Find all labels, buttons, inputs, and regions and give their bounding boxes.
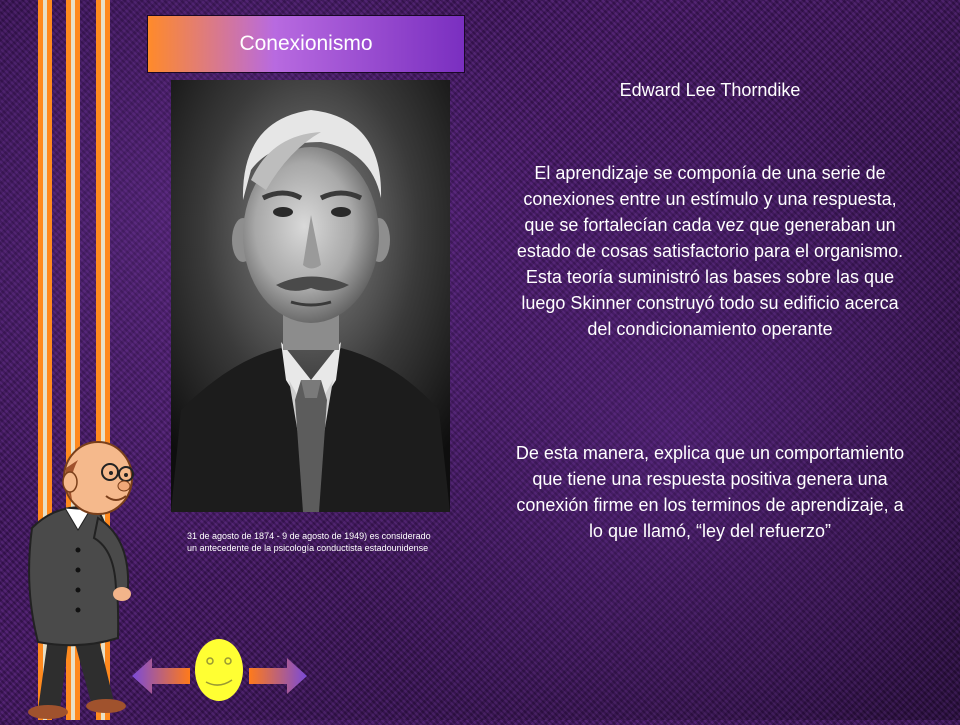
body-paragraph: El aprendizaje se componía de una serie de conexiones entre un estímulo y una respuesta, que se fortalecían cada vez que generaban un estado de cosas satisfactorio para el organismo. Esta teoría suministró las bases sobre las que luego Skinner construyó todo su edificio acerca del condicionamiento operante bbox=[516, 163, 904, 339]
body-paragraph: De esta manera, explica que un comportamiento que tiene una respuesta positiva genera una conexión firme en los terminos de aprendizaje, a lo que llamó, “ley del refuerzo” bbox=[515, 443, 905, 541]
home-button[interactable] bbox=[193, 637, 245, 708]
portrait-image bbox=[171, 80, 450, 512]
previous-slide-button[interactable] bbox=[130, 656, 192, 701]
slide-title-box bbox=[147, 15, 465, 73]
portrait-photo bbox=[171, 80, 450, 512]
slide-title: Conexionismo bbox=[239, 32, 373, 55]
next-slide-button[interactable] bbox=[247, 656, 309, 701]
photo-caption: 31 de agosto de 1874 - 9 de agosto de 1949) es considerado un antecedente de la psicología conductista estadounidense bbox=[187, 531, 431, 553]
arrow-left-icon bbox=[130, 656, 192, 696]
smiley-face-icon bbox=[193, 637, 245, 703]
arrow-right-icon bbox=[247, 656, 309, 696]
person-name-heading: Edward Lee Thorndike bbox=[619, 80, 801, 100]
